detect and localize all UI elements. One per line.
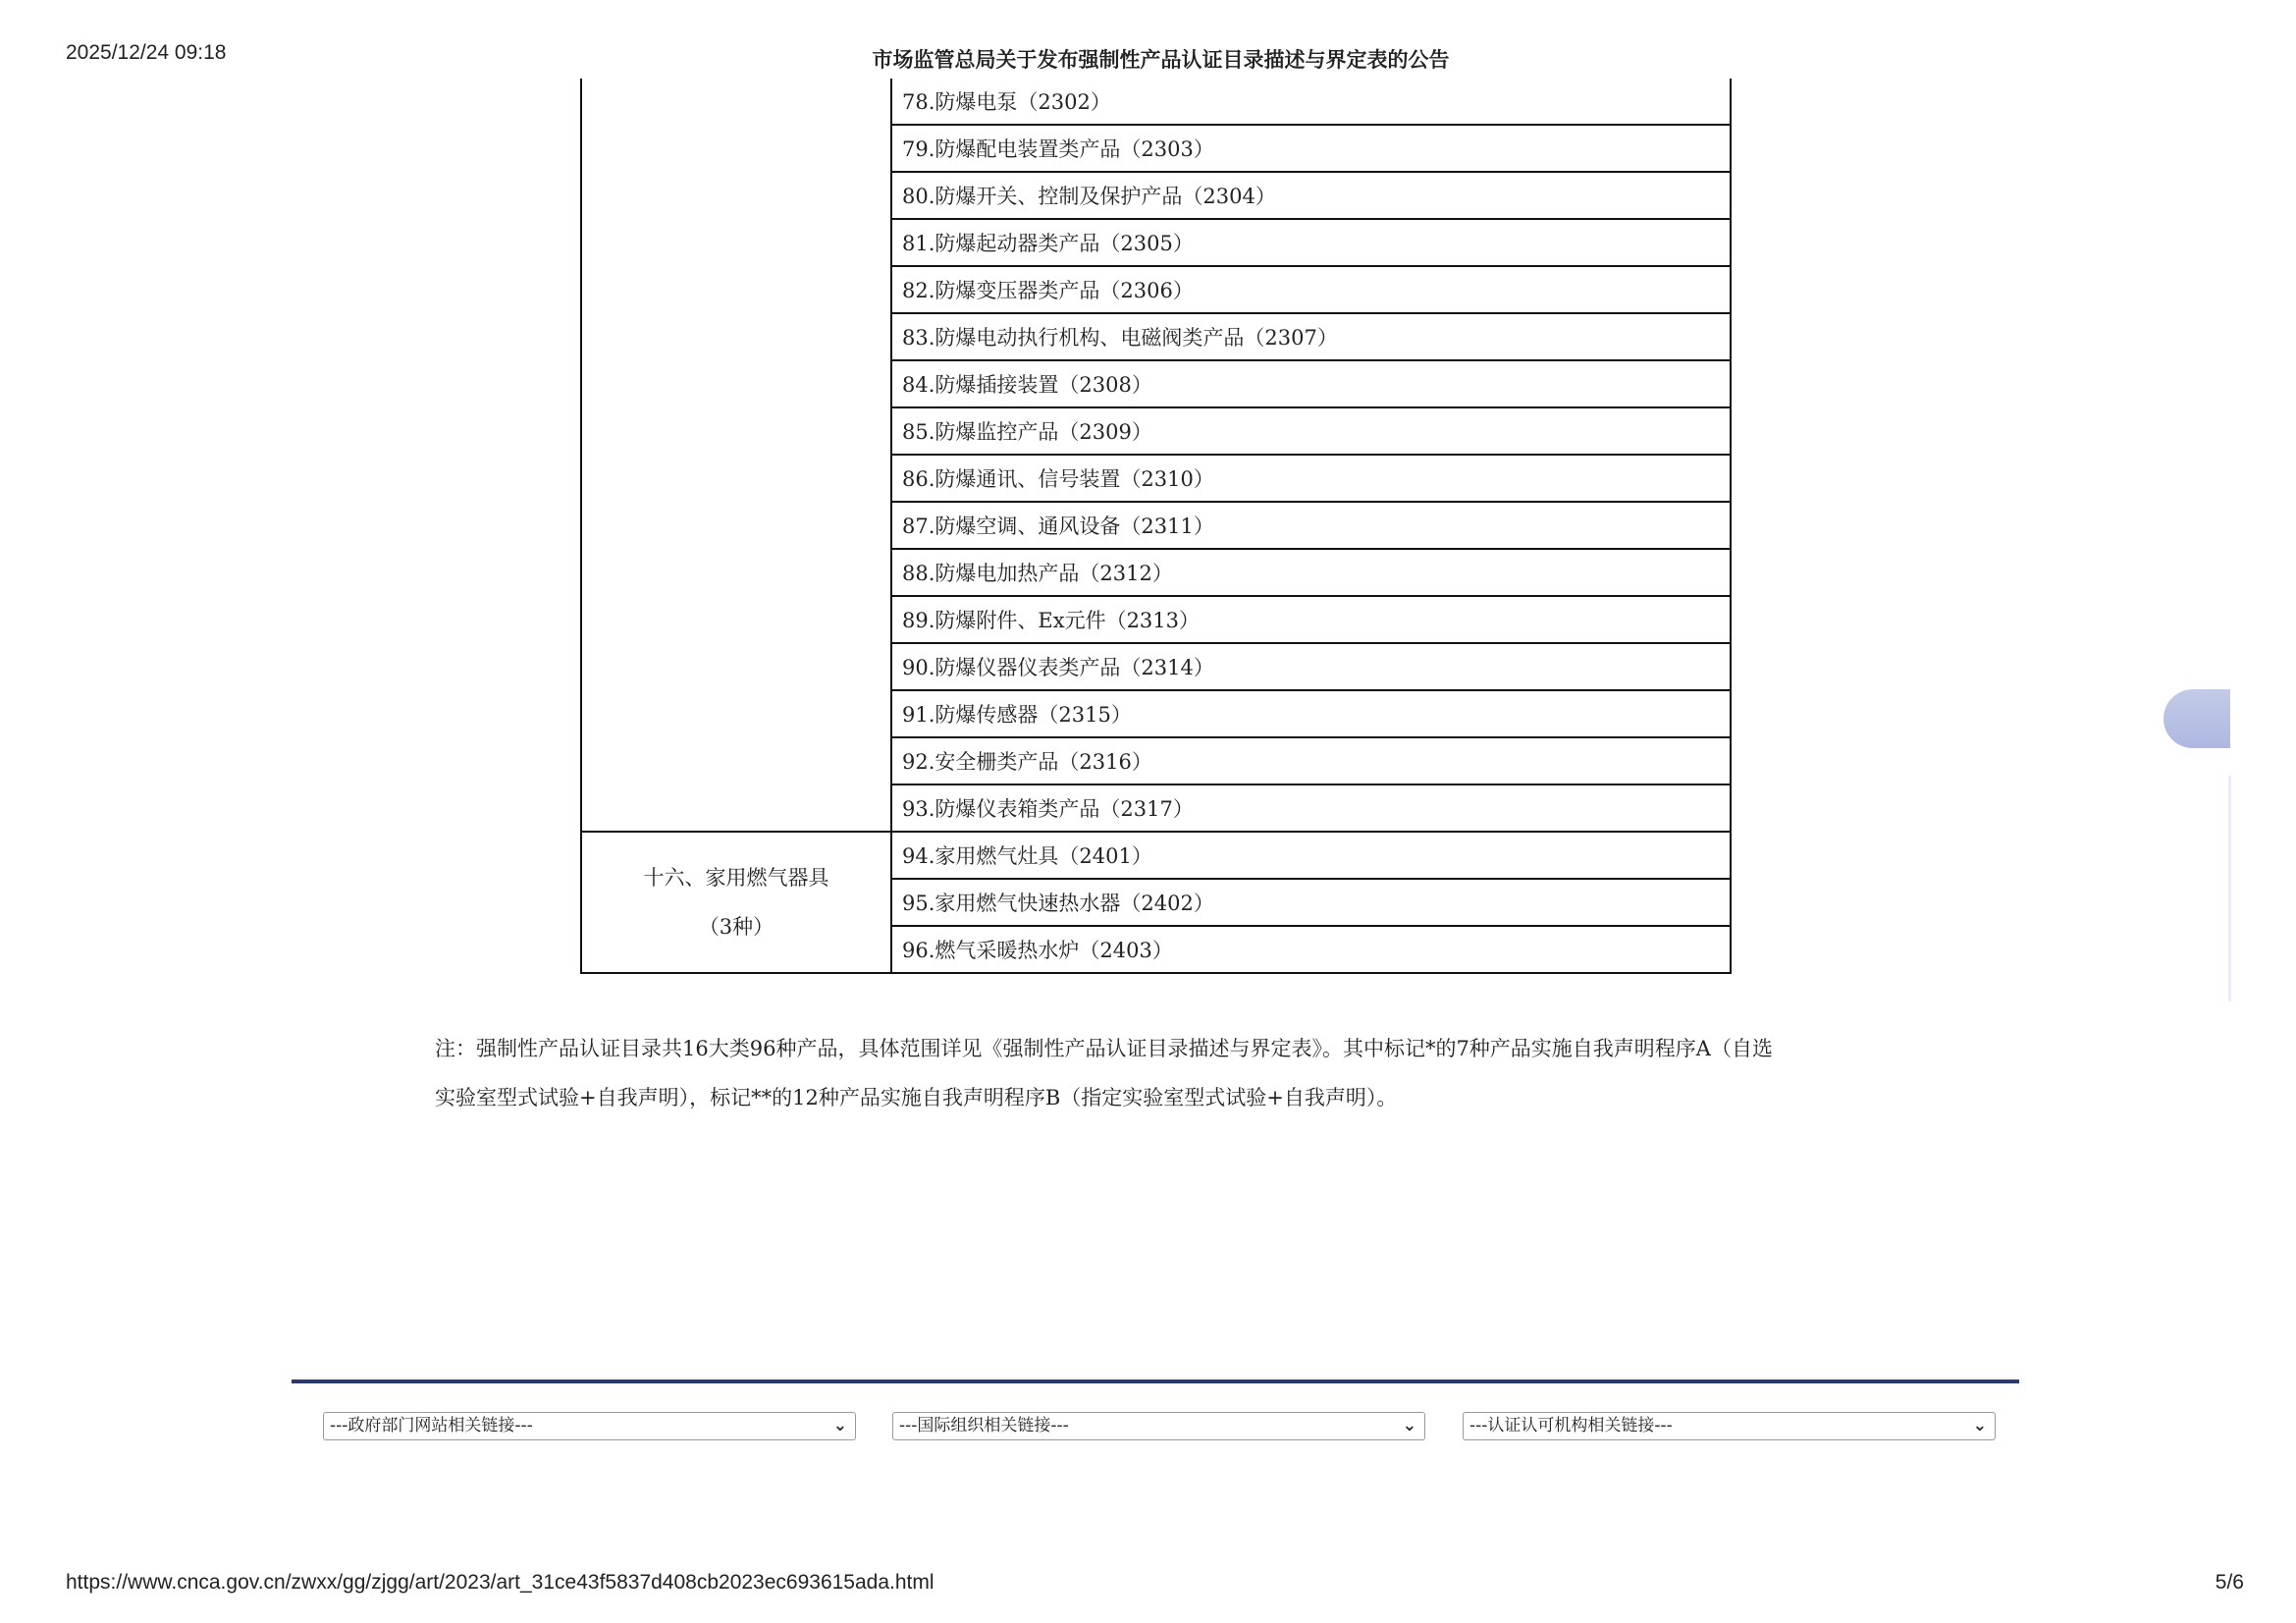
category-cell-continued [581,313,891,360]
product-item: 83.防爆电动执行机构、电磁阀类产品（2307） [891,313,1731,360]
category-cell-continued [581,407,891,455]
table-row [581,596,1731,643]
chevron-down-icon: ⌄ [1402,1416,1416,1435]
page-title-text: 市场监管总局关于发布强制性产品认证目录描述与界定表的公告 [872,48,1450,72]
category-cell-continued [581,784,891,832]
print-url: https://www.cnca.gov.cn/zwxx/gg/zjgg/art/2023/art_31ce43f5837d408cb2023ec693615ada.html [66,1571,934,1594]
category-count: （3种） [698,915,774,939]
intl-links-select[interactable] [892,1412,1425,1440]
category-name: 十六、家用燃气器具 [643,866,829,890]
footer-divider [292,1380,2019,1383]
gov-links-select-value: ---政府部门网站相关链接--- [330,1416,533,1435]
product-item: 89.防爆附件、Ex元件（2313） [891,596,1731,643]
category-cell-continued [581,125,891,172]
table-row [581,407,1731,455]
table-row [581,643,1731,690]
product-item: 87.防爆空调、通风设备（2311） [891,502,1731,549]
print-date: 2025/12/24 09:18 [66,41,227,64]
table-row [581,737,1731,784]
product-item: 80.防爆开关、控制及保护产品（2304） [891,172,1731,219]
category-cell-continued [581,549,891,596]
table-row [581,549,1731,596]
table-row [581,455,1731,502]
product-item: 88.防爆电加热产品（2312） [891,549,1731,596]
category-cell-continued [581,455,891,502]
table-row [581,360,1731,407]
product-item: 94.家用燃气灶具（2401） [891,832,1731,879]
note-line: 注：强制性产品认证目录共16大类96种产品，具体范围详见《强制性产品认证目录描述与界定表》。其中标记*的7种产品实施自我声明程序A（自选 [435,1037,1773,1060]
cert-links-select[interactable] [1463,1412,1996,1440]
product-item: 84.防爆插接装置（2308） [891,360,1731,407]
table-row [581,79,1731,125]
chevron-down-icon: ⌄ [1972,1416,1987,1435]
table-row [581,832,1731,879]
category-cell [581,832,891,973]
category-cell-continued [581,172,891,219]
table-row [581,172,1731,219]
category-cell-continued [581,79,891,125]
category-cell-continued [581,219,891,266]
product-item: 85.防爆监控产品（2309） [891,407,1731,455]
category-cell-continued [581,596,891,643]
product-item: 91.防爆传感器（2315） [891,690,1731,737]
category-cell-continued [581,360,891,407]
category-cell-continued [581,266,891,313]
table-row [581,502,1731,549]
table-row [581,219,1731,266]
product-item: 78.防爆电泵（2302） [891,79,1731,125]
table-row [581,266,1731,313]
product-item: 95.家用燃气快速热水器（2402） [891,879,1731,926]
gov-links-select[interactable] [323,1412,856,1440]
side-scroll-track [2228,776,2231,1001]
category-cell-continued [581,502,891,549]
catalog-note [435,1024,1888,1122]
product-item: 86.防爆通讯、信号装置（2310） [891,455,1731,502]
page-title [0,44,2296,74]
cert-links-select-value: ---认证认可机构相关链接--- [1469,1416,1673,1435]
category-cell-continued [581,737,891,784]
catalog-table [580,79,1732,974]
category-cell-continued [581,690,891,737]
product-item: 93.防爆仪表箱类产品（2317） [891,784,1731,832]
product-item: 79.防爆配电装置类产品（2303） [891,125,1731,172]
category-cell-continued [581,643,891,690]
product-item: 82.防爆变压器类产品（2306） [891,266,1731,313]
table-row [581,125,1731,172]
product-item: 92.安全栅类产品（2316） [891,737,1731,784]
product-item: 96.燃气采暖热水炉（2403） [891,926,1731,973]
chevron-down-icon: ⌄ [832,1416,847,1435]
table-row [581,784,1731,832]
table-row [581,690,1731,737]
product-item: 81.防爆起动器类产品（2305） [891,219,1731,266]
note-line: 实验室型式试验+自我声明），标记**的12种产品实施自我声明程序B（指定实验室型式试验+自我声明）。 [435,1086,1398,1109]
side-float-tab[interactable] [2163,689,2230,748]
table-row [581,313,1731,360]
product-item: 90.防爆仪器仪表类产品（2314） [891,643,1731,690]
intl-links-select-value: ---国际组织相关链接--- [899,1416,1069,1435]
print-page-number: 5/6 [2215,1571,2244,1594]
